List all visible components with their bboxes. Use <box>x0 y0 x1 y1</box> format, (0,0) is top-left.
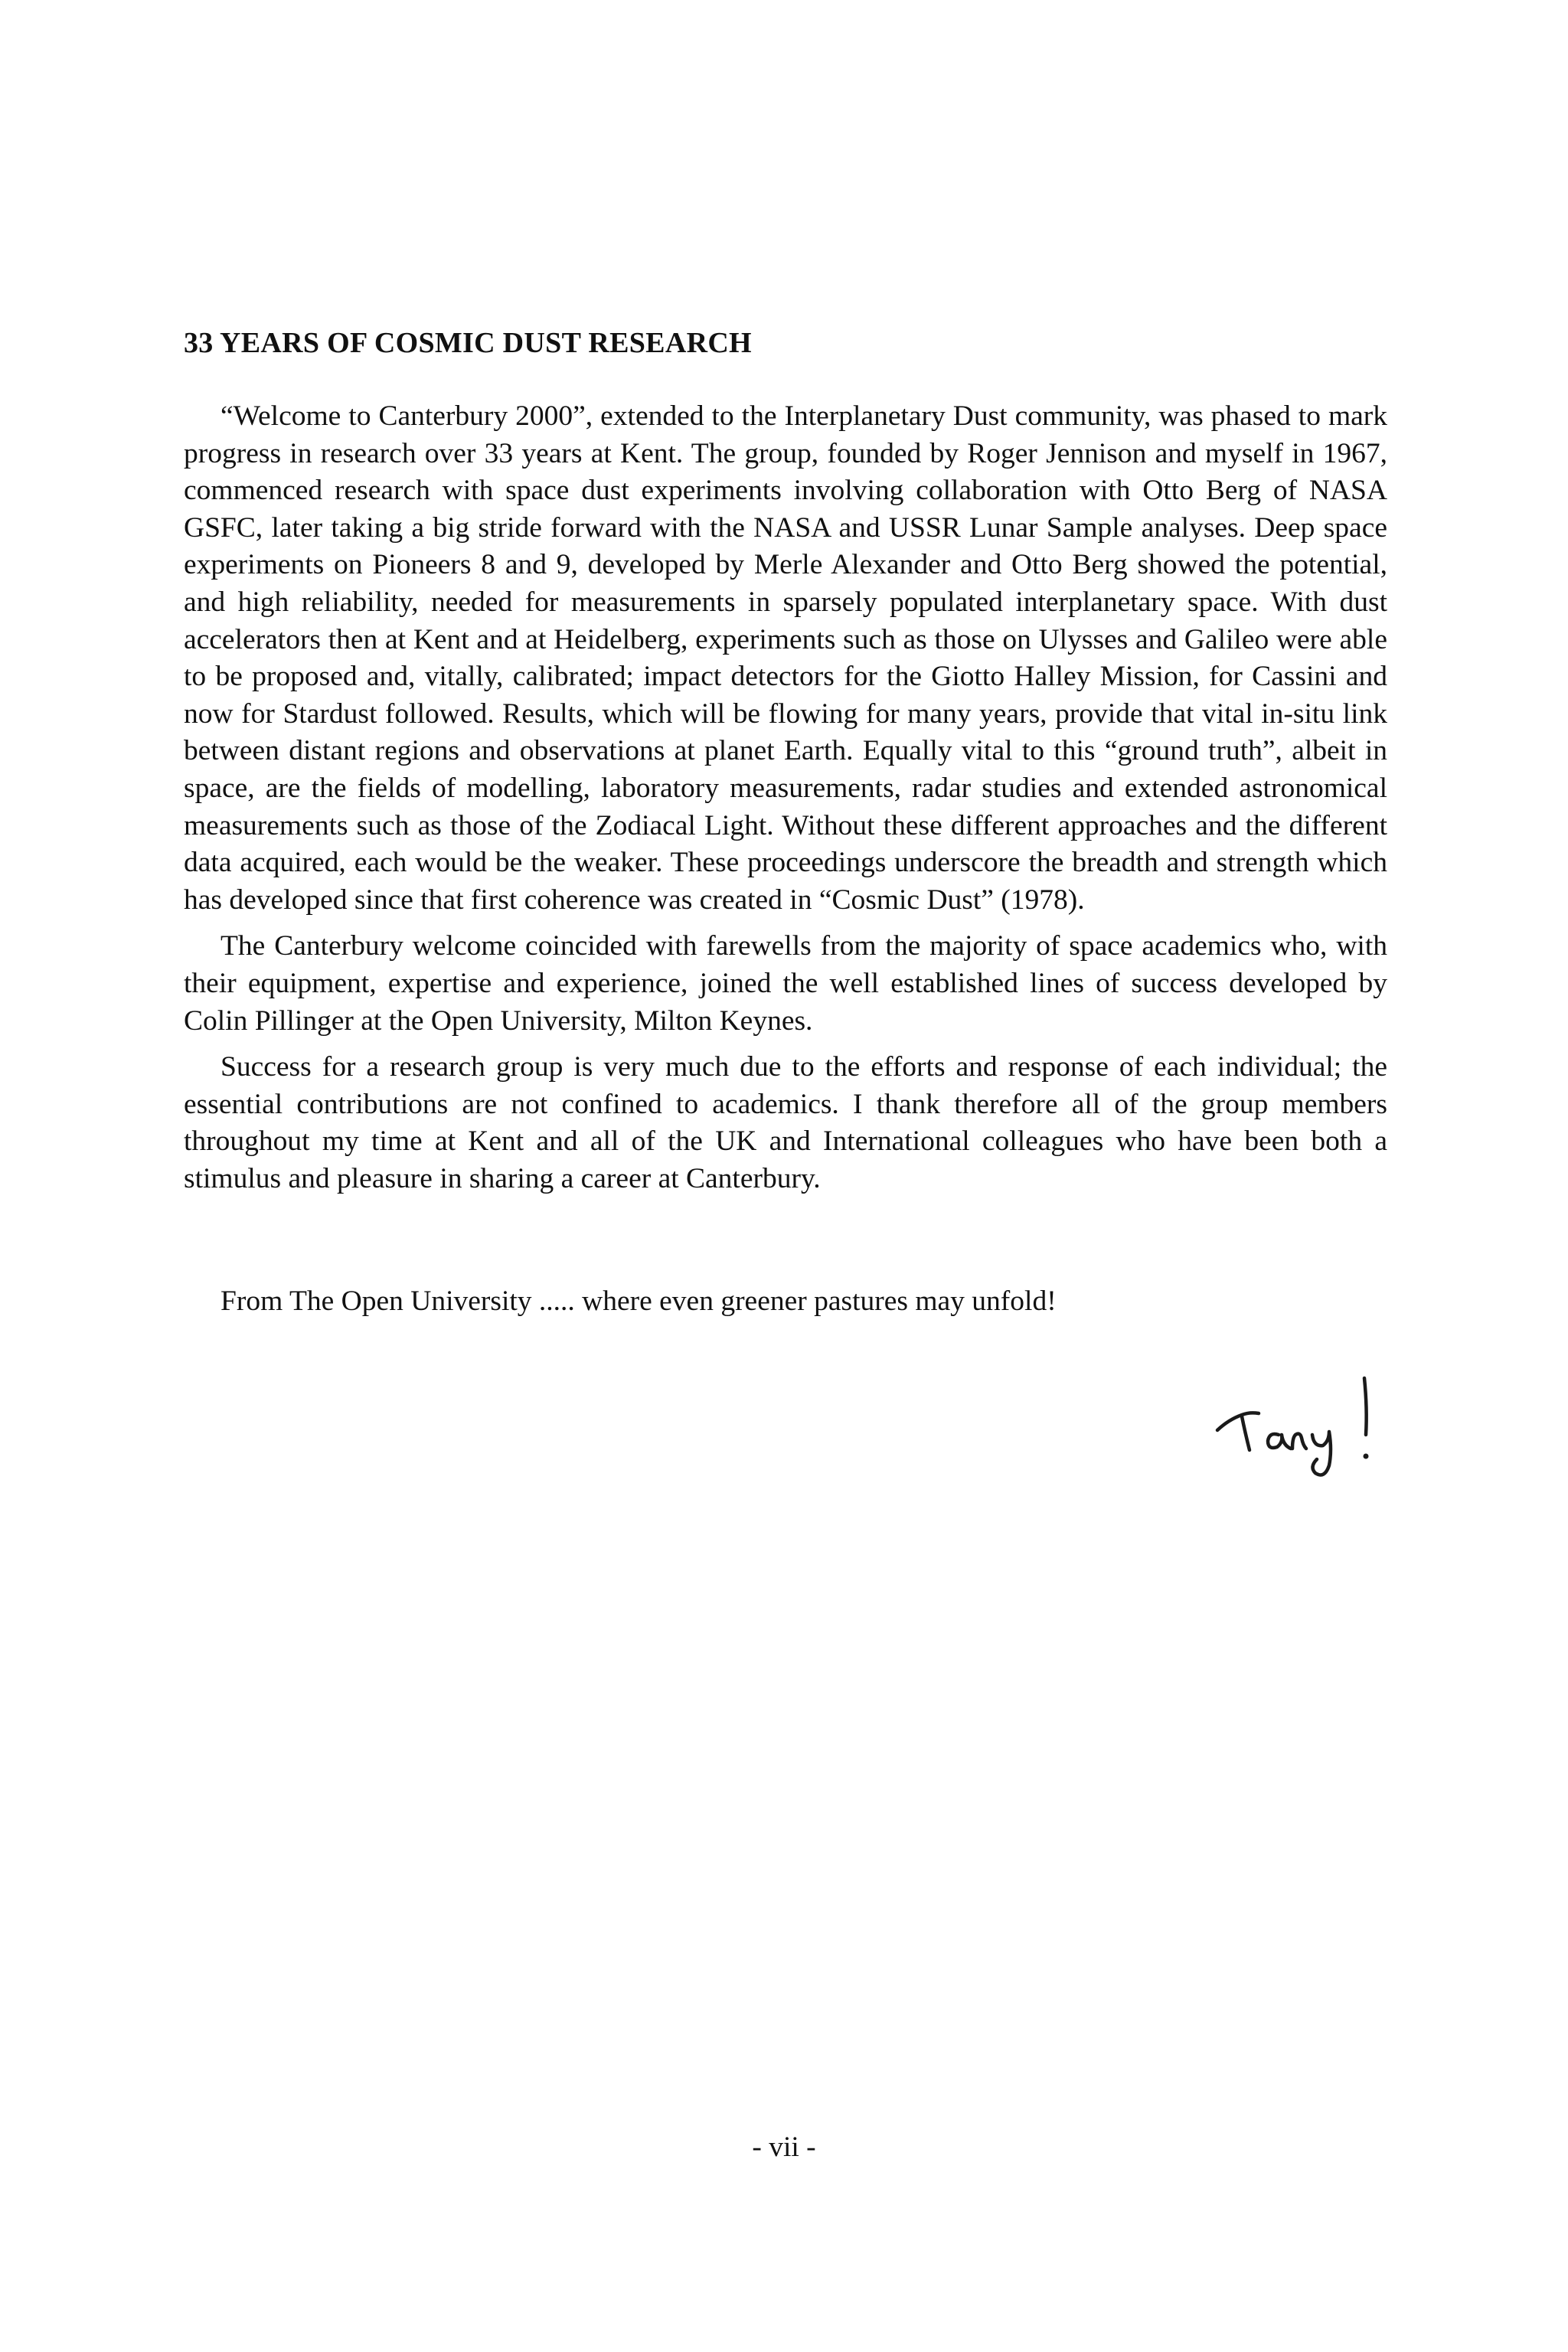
paragraph-3: Success for a research group is very much due to the efforts and response of each individual; the essential contributions are not confined to academics. I thank therefore all of the group members throughout my time at Kent and all of the UK and International colleagues who have been both a stimulus and pleasure in sharing a career at Canterbury. <box>184 1051 1387 1194</box>
body-text <box>184 398 1387 1197</box>
handwritten-signature <box>1202 1355 1432 1485</box>
closing-line: From The Open University ..... where even greener pastures may unfold! <box>220 1285 1057 1317</box>
paragraph-2: The Canterbury welcome coincided with farewells from the majority of space academics who, with their equipment, expertise and experience, joined the well established lines of success developed by Colin Pillinger at the Open University, Milton Keynes. <box>184 930 1387 1037</box>
page-number: - vii - <box>752 2132 816 2163</box>
page-title: 33 YEARS OF COSMIC DUST RESEARCH <box>184 327 752 359</box>
paragraph-1: “Welcome to Canterbury 2000”, extended to the Interplanetary Dust community, was phased to mark progress in research over 33 years at Kent. The group, founded by Roger Jennison and myself in 1967, commenced research with space dust experiments involving collaboration with Otto Berg of NASA GSFC, later taking a big stride forward with the NASA and USSR Lunar Sample analyses. Deep space experiments on Pioneers 8 and 9, developed by Merle Alexander and Otto Berg showed the potential, and high reliability, needed for measurements in sparsely populated interplanetary space. With dust accelerators then at Kent and at Heidelberg, experiments such as those on Ulysses and Galileo were able to be proposed and, vitally, calibrated; impact detectors for the Giotto Halley Mission, for Cassini and now for Stardust followed. Results, which will be flowing for many years, provide that vital in-situ link between distant regions and observations at planet Earth. Equally vital to this “ground truth”, albeit in space, are the fields of modelling, laboratory measurements, radar studies and extended astronomical measurements such as those of the Zodiacal Light. Without these different approaches and the different data acquired, each would be the weaker. These proceedings underscore the breadth and strength which has developed since that first coherence was created in “Cosmic Dust” (1978). <box>184 400 1387 916</box>
